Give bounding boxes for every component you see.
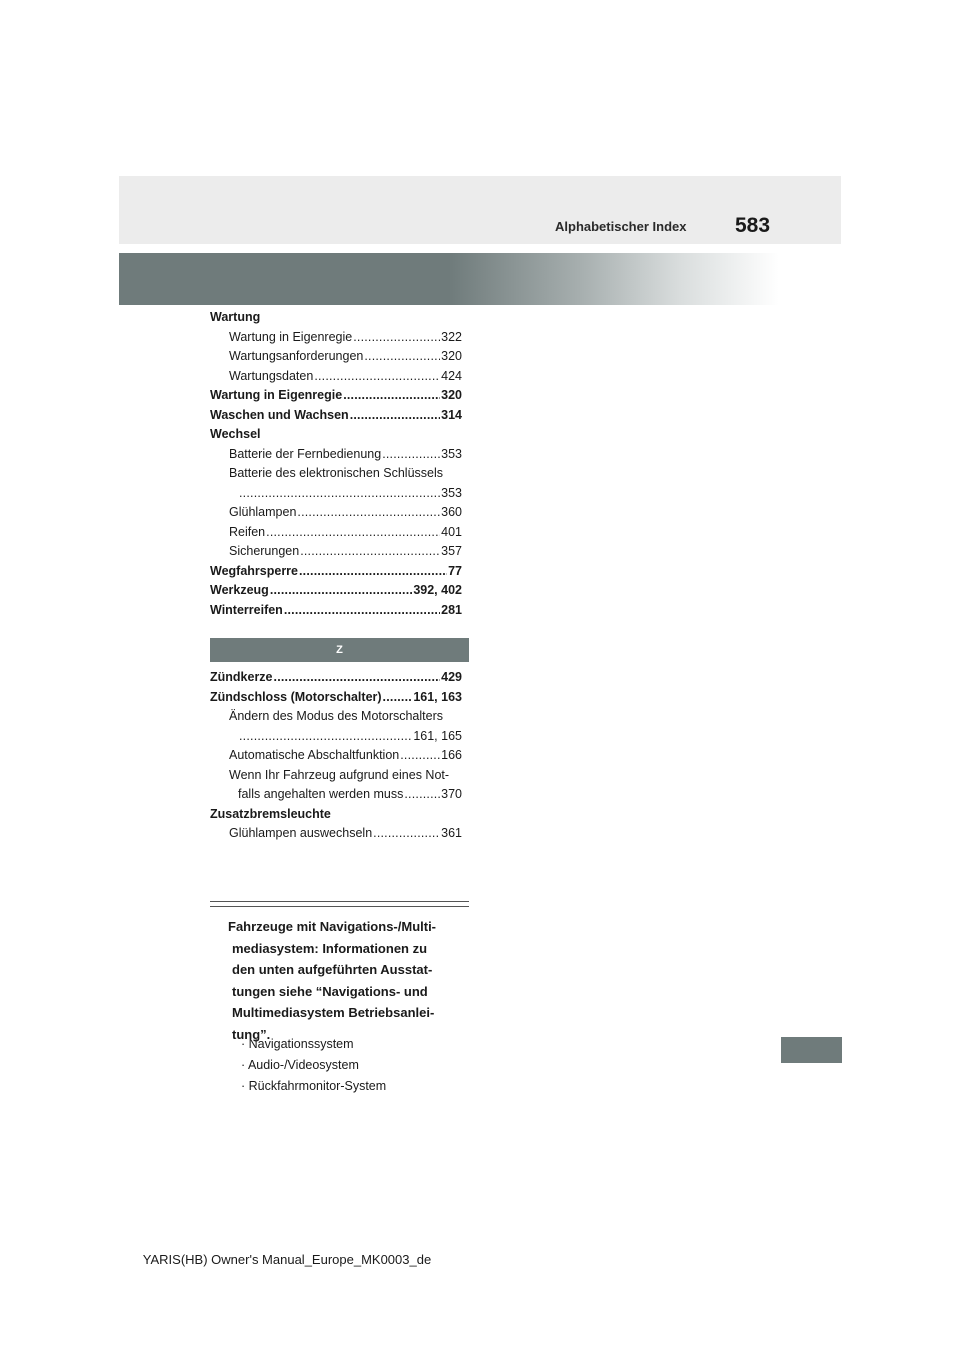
index-entry-label: Glühlampen auswechseln [229,826,373,840]
leader-dots [297,503,440,523]
index-entry-page: 357 [441,544,462,558]
index-entry [210,347,462,367]
index-entry [210,406,462,426]
leader-dots [300,542,440,562]
index-entry-label: Automatische Abschaltfunktion [229,748,400,762]
index-entry-label: Batterie des elektronischen Schlüssels [229,466,444,480]
index-entry-page: 401 [441,524,462,539]
footer [0,1252,960,1267]
note-line: tung”. [232,1026,271,1042]
index-entry [210,766,462,786]
index-entry [210,367,462,387]
index-entry [210,484,462,504]
index-entry-page: 429 [441,670,462,684]
leader-dots [266,523,440,543]
index-list-z [210,668,462,844]
equipment-list [241,1034,386,1097]
index-entry-label: Zündschloss (Motorschalter) [210,689,382,704]
index-entry-label: Wartung [210,310,261,324]
index-entry-label: Wenn Ihr Fahrzeug aufgrund eines Not- [229,767,450,782]
bullet-item: · Navigationssystem [241,1037,354,1051]
index-entry-label: Werkzeug [210,583,269,597]
index-entry [210,601,462,621]
index-entry-page: 77 [448,563,462,578]
index-entry-label: Waschen und Wachsen [210,407,349,422]
index-entry-label: Glühlampen [229,505,297,519]
index-entry-label: Wechsel [210,427,261,441]
index-entry [210,707,462,727]
index-entry [210,688,462,708]
index-entry-page: 166 [441,748,462,762]
leader-dots [314,367,440,387]
index-entry-label: Zündkerze [210,670,273,684]
index-entry-page: 361 [441,826,462,840]
double-rule-divider [210,901,469,907]
index-entry-page: 161, 163 [413,689,462,704]
index-entry [210,562,462,582]
index-entry [210,746,462,766]
index-entry-page: 320 [441,349,462,363]
index-entry [210,328,462,348]
leader-dots [343,386,440,406]
index-entry-page: 370 [441,787,462,801]
index-entry-page: 353 [441,485,462,500]
index-entry-page: 360 [441,505,462,519]
letter-heading-z: Z [210,638,469,662]
index-entry [210,581,462,601]
leader-dots [284,601,440,621]
bullet-item: · Rückfahrmonitor-System [241,1079,387,1093]
index-entry [210,425,462,445]
index-entry-label: Wartung in Eigenregie [229,329,353,344]
index-entry [210,727,462,747]
index-entry [210,464,462,484]
index-entry-page: 424 [441,368,462,383]
index-entry-page: 353 [441,446,462,461]
index-entry-label: Batterie der Fernbedienung [229,446,382,461]
index-entry [210,668,462,688]
leader-dots [299,562,447,582]
index-entry-label: Wartungsanforderungen [229,349,364,363]
index-entry [210,308,462,328]
leader-dots [353,328,440,348]
leader-dots [382,445,440,465]
note-line: mediasystem: Informationen zu [232,940,428,956]
note-line: Fahrzeuge mit Navigations-/Multi- [228,919,437,934]
index-entry [210,445,462,465]
note-line: tungen siehe “Navigations- und [232,983,428,999]
index-entry-label: Wegfahrsperre [210,563,298,578]
index-entry [210,805,462,825]
decorative-band [119,253,779,305]
footer-text: YARIS(HB) Owner's Manual_Europe_MK0003_de [142,1252,432,1267]
index-entry-label: Zusatzbremsleuchte [210,806,331,821]
leader-dots [404,785,440,805]
index-entry-label: falls angehalten werden muss [238,787,404,801]
index-list-w [210,308,462,620]
note-line: den unten aufgeführten Ausstat- [232,962,433,977]
index-entry-label: Ändern des Modus des Motorschalters [229,709,443,723]
index-entry-page: 392, 402 [413,583,462,597]
chapter-tab [781,1037,842,1063]
index-entry [210,503,462,523]
header-bar [119,176,841,244]
leader-dots [383,688,413,708]
note-line: Multimediasystem Betriebsanlei- [232,1005,435,1020]
index-entry-label: Reifen [229,524,266,539]
leader-dots [270,581,413,601]
index-entry [210,824,462,844]
leader-dots [373,824,440,844]
index-entry-page: 314 [441,407,462,422]
info-note [228,916,473,1045]
index-entry [210,542,462,562]
index-entry [210,386,462,406]
leader-dots [350,406,440,426]
section-title: Alphabetischer Index [555,219,687,234]
index-entry-page: 281 [441,602,462,617]
index-entry-page: 320 [441,388,462,402]
page-number: 583 [735,214,771,237]
index-entry [210,785,462,805]
leader-dots [364,347,440,367]
index-entry-page: 322 [441,329,462,344]
index-entry-label: Sicherungen [229,544,300,558]
index-entry [210,523,462,543]
leader-dots [239,727,412,747]
index-entry-label: Wartung in Eigenregie [210,388,343,402]
index-entry-page: 161, 165 [413,728,462,743]
bullet-item: · Audio-/Videosystem [241,1058,359,1072]
index-entry-label: Winterreifen [210,602,283,617]
index-entry-label: Wartungsdaten [229,368,314,383]
leader-dots [400,746,440,766]
leader-dots [274,668,441,688]
leader-dots [239,484,440,504]
